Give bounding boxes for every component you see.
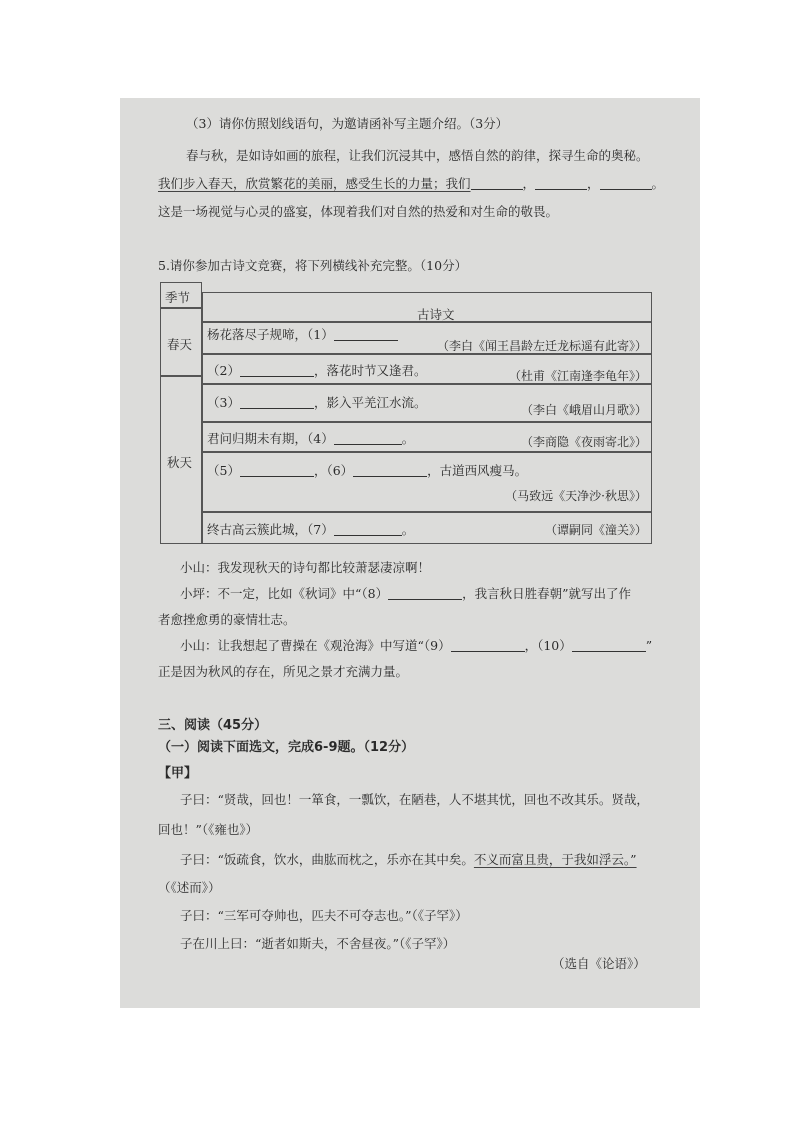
jia-label: 【甲】 [158,766,198,781]
row2-post: ，落花时节又逢君。 [313,363,427,378]
exam-paper [120,98,700,1008]
passage-p2-underlined: 不义而富且贵，于我如浮云。” [473,852,637,867]
season-spring: 春天 [167,337,193,352]
season-spring-cell [160,308,202,376]
dialogue-line-4-post: ” [645,638,653,653]
dialogue-line-4-pre: 小山：让我想起了曹操在《观沧海》中写道“（9） [180,638,451,653]
header-poem-text: 古诗文 [417,307,455,322]
dialogue-line-4 [180,638,652,654]
blank-10[interactable] [572,639,646,652]
blank-1[interactable] [334,328,398,341]
table-row [202,512,652,544]
q3-instruction: （3）请你仿照划线语句，为邀请函补写主题介绍。（3分） [186,116,509,131]
row1-pre: 杨花落尽子规啼，（1） [207,327,334,342]
poem-table [160,282,652,544]
q3-end: 。 [651,176,665,191]
season-autumn: 秋天 [167,455,193,470]
row3-text [207,393,426,411]
blank-9[interactable] [451,639,525,652]
reading-part1-title: （一）阅读下面选文，完成6-9题。（12分） [158,740,415,755]
q3-blank-3[interactable] [600,177,652,190]
season-autumn-cell [160,376,202,544]
row3-pre: （3） [207,395,240,410]
row6-pre: 终古高云簇此城，（7） [207,522,334,537]
q3-blank-2[interactable] [535,177,587,190]
table-row [202,322,652,354]
row5-source: （马致远《天净沙·秋思》） [505,489,647,503]
dialogue-line-2-post: ，我言秋日胜春朝”就写出了作 [462,586,632,601]
q3-underlined-sentence: 我们步入春天，欣赏繁花的美丽，感受生长的力量；我们 [158,176,471,191]
q3-line2 [158,176,664,192]
row4-post: 。 [401,431,415,446]
blank-7[interactable] [334,523,402,536]
q5-title: 5.请你参加古诗文竞赛，将下列横线补充完整。（10分） [158,258,468,273]
blank-3[interactable] [240,396,314,409]
row4-pre: 君问归期未有期，（4） [207,431,334,446]
q3-sep-2: ， [587,176,600,191]
dialogue-line-2 [180,586,631,602]
blank-6[interactable] [353,464,427,477]
table-row [202,354,652,384]
passage-p1-line1: 子曰：“贤哉，回也！一箪食，一瓢饮，在陋巷，人不堪其忧，回也不改其乐。贤哉， [180,792,649,807]
row6-text [207,520,414,538]
row2-source: （杜甫《江南逢李龟年》） [508,369,647,383]
dialogue-line-4-mid: ，（10） [524,638,572,653]
passage-source: （选自《论语》） [552,956,646,971]
dialogue-line-3: 者愈挫愈勇的豪情壮志。 [158,612,296,627]
passage-p3: 子曰：“三军可夺帅也，匹夫不可夺志也。”（《子罕》） [180,908,468,923]
row2-text [207,361,426,379]
blank-5[interactable] [240,464,314,477]
row1-source: （李白《闻王昌龄左迁龙标遥有此寄》） [436,339,647,353]
row5-mid: ，（6） [313,463,354,478]
row3-source: （李白《峨眉山月歌》） [520,403,647,417]
table-header-season [160,282,202,308]
row3-post: ，影入平羌江水流。 [313,395,427,410]
q3-blank-1[interactable] [471,177,523,190]
table-row [202,422,652,452]
row6-post: 。 [401,522,415,537]
table-row [202,384,652,422]
passage-p2-plain: 子曰：“饭疏食，饮水，曲肱而枕之，乐亦在其中矣。 [180,852,474,867]
passage-p2-line1 [180,852,637,868]
dialogue-line-1: 小山：我发现秋天的诗句都比较萧瑟凄凉啊！ [180,560,431,575]
row6-source: （谭嗣同《潼关》） [544,523,647,537]
passage-p2-line2: （《述而》） [158,880,221,895]
row4-text [207,429,414,447]
row5-text [207,461,527,479]
row5-pre: （5） [207,463,240,478]
q3-sep-1: ， [522,176,536,191]
table-header-poem [202,292,652,322]
passage-p1-line2: 回也！”（《雍也》） [158,822,259,837]
q3-line3: 这是一场视觉与心灵的盛宴，体现着我们对自然的热爱和对生命的敬畏。 [158,204,559,219]
row1-text [207,325,398,343]
blank-4[interactable] [334,432,402,445]
blank-2[interactable] [240,364,314,377]
dialogue-line-2-pre: 小坪：不一定，比如《秋词》中“（8） [180,586,389,601]
dialogue-line-5: 正是因为秋风的存在，所见之景才充满力量。 [158,664,409,679]
row4-source: （李商隐《夜雨寄北》） [520,435,647,449]
row2-pre: （2） [207,363,240,378]
header-season-text: 季节 [165,290,191,305]
row5-post: ，古道西风瘦马。 [427,463,528,478]
passage-p4: 子在川上曰：“逝者如斯夫，不舍昼夜。”（《子罕》） [180,936,456,951]
table-row [202,452,652,512]
section-reading-title: 三、阅读（45分） [158,718,268,733]
blank-8[interactable] [388,587,462,600]
q3-line1: 春与秋，是如诗如画的旅程，让我们沉浸其中，感悟自然的韵律，探寻生命的奥秘。 [186,148,649,163]
